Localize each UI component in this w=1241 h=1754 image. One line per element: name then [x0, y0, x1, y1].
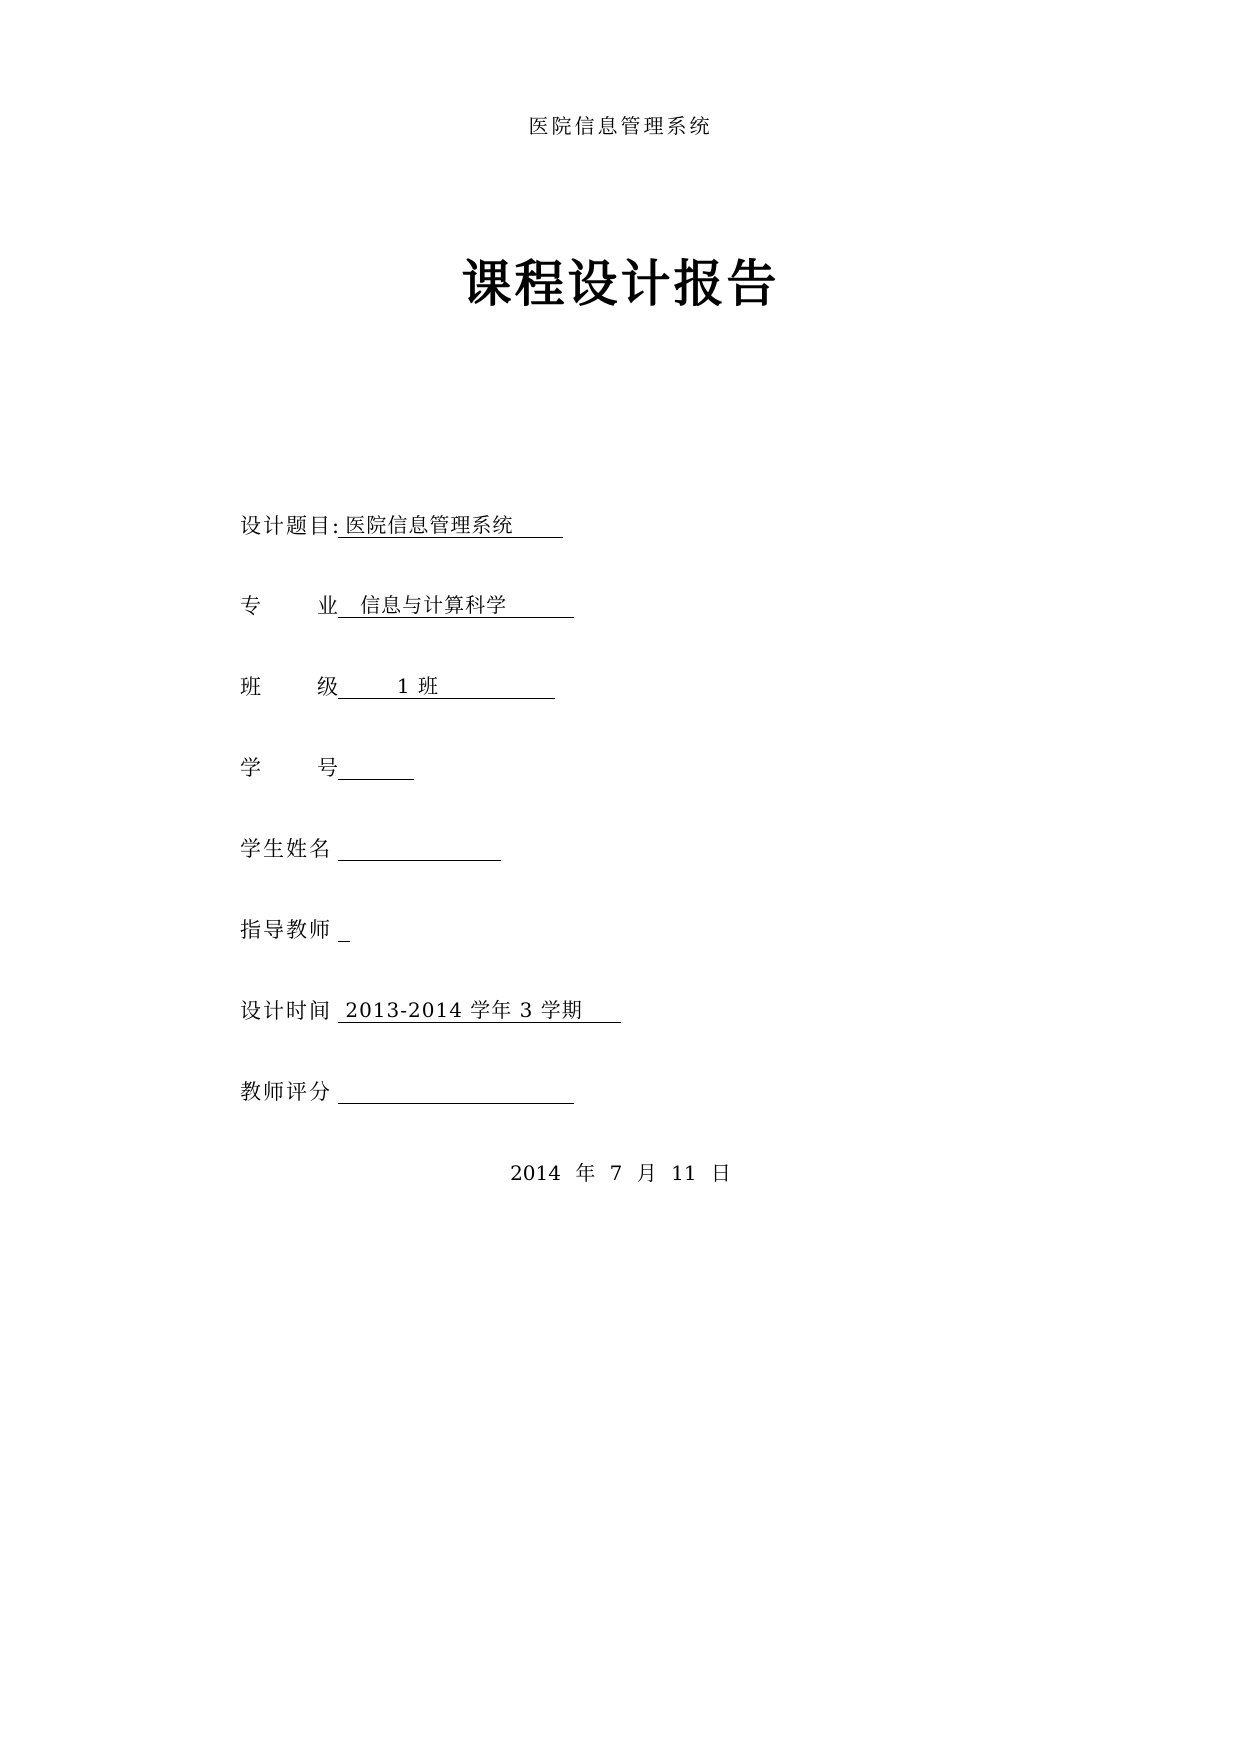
field-teacher-score: [240, 1076, 574, 1108]
field-label-student-id: [240, 752, 338, 784]
field-label-student-name: 学生姓名: [240, 837, 332, 861]
field-class: [240, 671, 555, 703]
running-header: 医院信息管理系统: [528, 114, 713, 138]
field-value-student-id: [338, 752, 414, 780]
field-value-teacher-score: [338, 1076, 574, 1104]
field-label-major: [240, 590, 338, 622]
field-label-student-id-char-1: 学: [240, 756, 261, 780]
field-value-design-time: 2013-2014 学年 3 学期: [338, 995, 621, 1023]
field-value-design-topic: 医院信息管理系统: [338, 510, 563, 538]
field-value-class: 1 班: [338, 671, 555, 699]
field-label-design-time: 设计时间: [240, 999, 332, 1023]
field-design-time: [240, 995, 621, 1027]
field-value-student-name: [338, 833, 501, 861]
field-label-class: [240, 671, 338, 703]
field-label-class-char-1: 班: [240, 675, 261, 699]
field-label-class-char-2: 级: [317, 675, 338, 699]
field-student-id: [240, 752, 414, 784]
field-student-name: [240, 833, 501, 865]
field-label-student-id-char-2: 号: [317, 756, 338, 780]
field-advisor: [240, 914, 350, 946]
field-label-teacher-score: 教师评分: [240, 1080, 332, 1104]
field-major: [240, 590, 574, 622]
field-label-advisor: 指导教师: [240, 918, 332, 942]
field-value-major: 信息与计算科学: [338, 590, 574, 618]
field-label-design-topic: 设计题目:: [240, 514, 342, 538]
page-title: 课程设计报告: [461, 254, 780, 313]
field-label-major-char-1: 专: [240, 594, 261, 618]
field-value-advisor: [338, 914, 350, 942]
field-design-topic: [240, 510, 563, 542]
report-date: 2014 年 7 月 11 日: [510, 1161, 731, 1185]
field-label-major-char-2: 业: [317, 594, 338, 618]
